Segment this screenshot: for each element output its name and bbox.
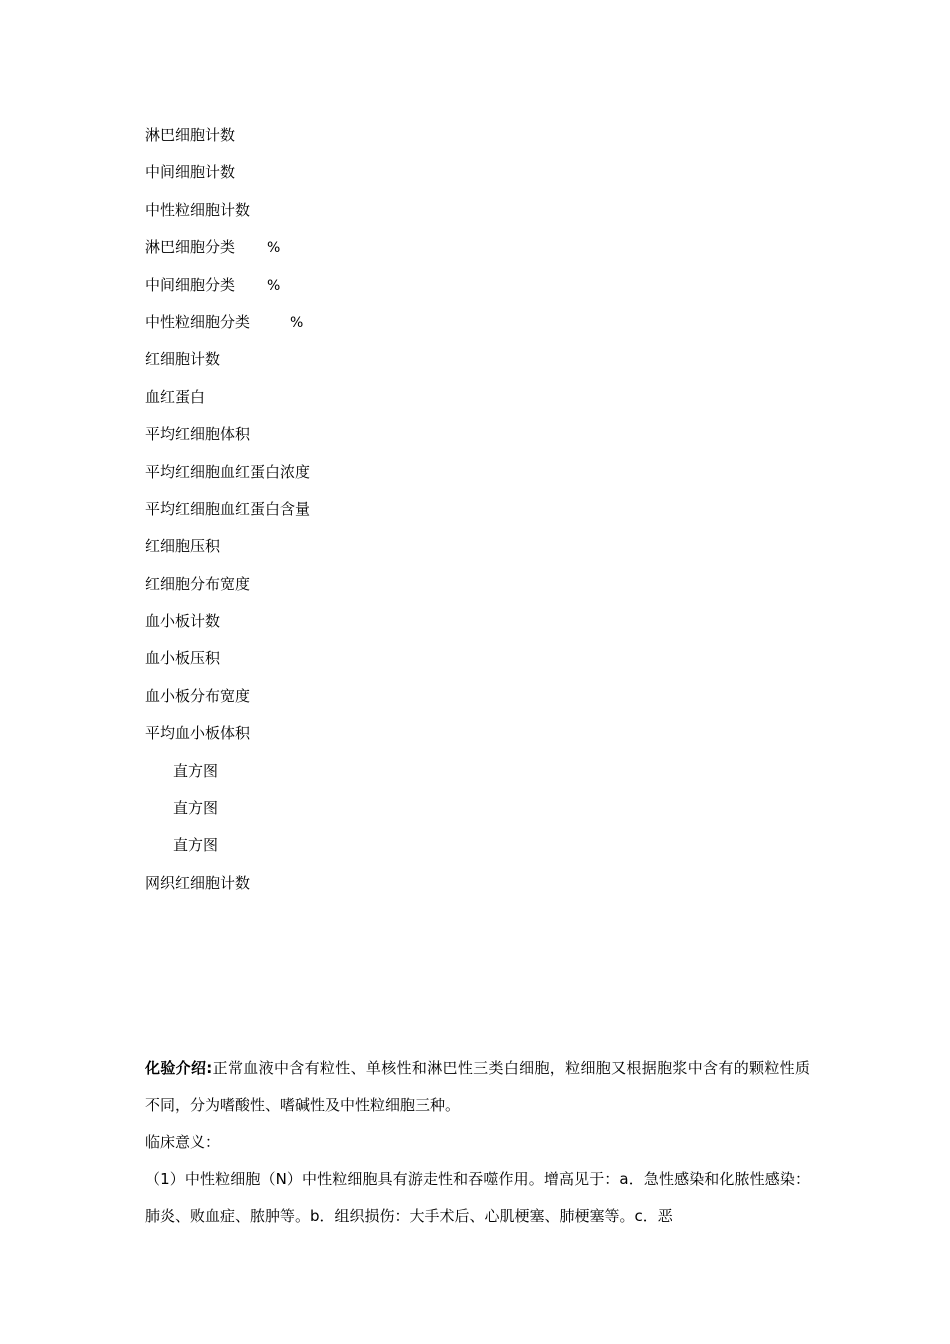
list-item xyxy=(145,760,310,797)
list-item xyxy=(145,423,310,460)
item-label: 红细胞分布宽度 xyxy=(145,574,251,593)
item-unit: % xyxy=(267,240,281,257)
item-label: 平均血小板体积 xyxy=(145,724,251,743)
item-label: 中间细胞计数 xyxy=(145,163,236,182)
item-label: 平均红细胞血红蛋白含量 xyxy=(145,499,311,518)
list-item xyxy=(145,722,310,759)
intro-text: 正常血液中含有粒性、单核性和淋巴性三类白细胞，粒细胞又根据胞浆中含有的颗粒性质不同，分为嗜酸性、嗜碱性及中性粒细胞三种。 xyxy=(145,1059,811,1114)
item-label: 淋巴细胞分类 xyxy=(145,238,236,257)
item-unit: % xyxy=(267,277,281,294)
item-unit: % xyxy=(290,314,304,331)
list-item xyxy=(145,535,310,572)
intro-label: 化验介绍: xyxy=(145,1059,213,1077)
list-item xyxy=(145,161,310,198)
list-item xyxy=(145,573,310,610)
list-item xyxy=(145,199,310,236)
item-label: 中性粒细胞分类 xyxy=(145,312,251,331)
item-label: 淋巴细胞计数 xyxy=(145,126,236,144)
clinical-paragraph: （1）中性粒细胞（N）中性粒细胞具有游走性和吞噬作用。增高见于：a．急性感染和化脓性感染：肺炎、败血症、脓肿等。b．组织损伤：大手术后、心肌梗塞、肺梗塞等。c．恶 xyxy=(145,1170,810,1225)
item-label: 平均红细胞血红蛋白浓度 xyxy=(145,462,311,481)
item-label: 血小板分布宽度 xyxy=(145,686,251,705)
list-item xyxy=(145,797,310,834)
item-label: 网织红细胞计数 xyxy=(145,873,251,892)
list-item xyxy=(145,461,310,498)
list-item xyxy=(145,124,310,161)
item-label: 直方图 xyxy=(173,799,219,818)
item-label: 血小板计数 xyxy=(145,612,221,631)
item-label: 平均红细胞体积 xyxy=(145,425,251,444)
test-item-list xyxy=(145,124,310,909)
list-item xyxy=(145,498,310,535)
list-item xyxy=(145,872,310,909)
list-item xyxy=(145,386,310,423)
list-item xyxy=(145,236,310,273)
item-label: 红细胞计数 xyxy=(145,350,221,369)
item-label: 中间细胞分类 xyxy=(145,275,236,294)
item-label: 直方图 xyxy=(173,836,219,855)
list-item xyxy=(145,348,310,385)
intro-paragraph xyxy=(145,1050,810,1124)
item-label: 血小板压积 xyxy=(145,649,221,668)
list-item xyxy=(145,685,310,722)
list-item xyxy=(145,610,310,647)
list-item xyxy=(145,311,310,348)
list-item xyxy=(145,647,310,684)
item-label: 中性粒细胞计数 xyxy=(145,200,251,219)
list-item xyxy=(145,834,310,871)
item-label: 红细胞压积 xyxy=(145,537,221,556)
clinical-heading: 临床意义： xyxy=(145,1133,221,1151)
item-label: 血红蛋白 xyxy=(145,387,206,406)
item-label: 直方图 xyxy=(173,761,219,780)
list-item xyxy=(145,274,310,311)
